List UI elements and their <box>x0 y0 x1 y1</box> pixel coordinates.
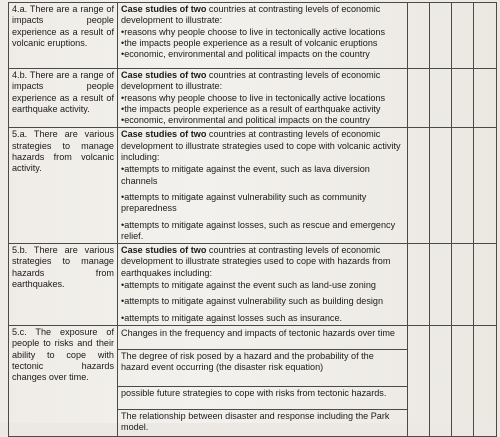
case-studies-bold: Case studies of two <box>121 245 207 256</box>
checklist-cell[interactable] <box>474 128 497 244</box>
content-subrow: Changes in the frequency and impacts of tectonic hazards over time <box>118 327 407 350</box>
bullet-list <box>121 27 404 61</box>
content-intro <box>121 245 404 279</box>
table-row <box>9 3 497 69</box>
content-subrow: possible future strategies to cope with risks from tectonic hazards. <box>118 387 407 410</box>
checklist-cell[interactable] <box>408 244 430 326</box>
checklist-cell[interactable] <box>452 69 474 128</box>
content-intro <box>121 129 404 163</box>
table-row <box>9 69 497 128</box>
bullet-list <box>121 280 404 324</box>
content-subrow: The relationship between disaster and response including the Park model. <box>121 410 390 433</box>
intro-text: countries at contrasting levels of economic development to illustrate: <box>121 70 381 92</box>
checklist-cell[interactable] <box>452 128 474 244</box>
checklist-cell[interactable] <box>408 128 430 244</box>
checklist-cell[interactable] <box>474 325 497 436</box>
specification-table <box>8 2 497 437</box>
content-cell <box>118 128 408 244</box>
checklist-cell[interactable] <box>430 3 452 69</box>
topic-cell: 5.b. There are various strategies to manage hazards from earthquakes. <box>9 244 118 326</box>
bullet-item: • attempts to mitigate against vulnerability such as building design <box>121 296 404 307</box>
intro-text: countries at contrasting levels of economic development to illustrate: <box>121 4 381 26</box>
intro-text: countries at contrasting levels of economic development to illustrate strategies used to cope with volcanic activity including: <box>121 129 401 163</box>
checklist-cell[interactable] <box>408 69 430 128</box>
bullet-item: • attempts to mitigate against losses such as insurance. <box>121 313 404 324</box>
topic-cell: 4.b. There are a range of impacts people experience as a result of earthquake activity. <box>9 69 118 128</box>
checklist-cell[interactable] <box>474 244 497 326</box>
checklist-cell[interactable] <box>474 3 497 69</box>
case-studies-bold: Case studies of two <box>121 4 207 14</box>
checklist-cell[interactable] <box>430 325 452 436</box>
content-cell <box>118 244 408 326</box>
bullet-item: • reasons why people choose to live in tectonically active locations <box>121 27 404 38</box>
table-row <box>9 325 497 436</box>
content-cell <box>118 325 408 436</box>
table-body <box>9 3 497 437</box>
checklist-cell[interactable] <box>430 128 452 244</box>
bullet-item: • attempts to mitigate against vulnerability such as community preparedness <box>121 192 404 215</box>
checklist-cell[interactable] <box>408 3 430 69</box>
bullet-item: • attempts to mitigate against the event such as land-use zoning <box>121 280 404 291</box>
bullet-item: • the impacts people experience as a result of volcanic eruptions <box>121 38 404 49</box>
checklist-cell[interactable] <box>430 69 452 128</box>
bullet-item: • attempts to mitigate against losses, such as rescue and emergency relief. <box>121 220 404 243</box>
bullet-item: • reasons why people choose to live in tectonically active locations <box>121 93 404 104</box>
bullet-item: • attempts to mitigate against the event, such as lava diversion channels <box>121 164 404 187</box>
table-row <box>9 128 497 244</box>
content-intro <box>121 4 404 27</box>
content-cell <box>118 3 408 69</box>
checklist-cell[interactable] <box>408 325 430 436</box>
case-studies-bold: Case studies of two <box>121 129 207 140</box>
checklist-cell[interactable] <box>452 3 474 69</box>
checklist-cell[interactable] <box>452 325 474 436</box>
table-row <box>9 244 497 326</box>
bullet-list <box>121 93 404 127</box>
topic-cell: 5.a. There are various strategies to manage hazards from volcanic activity. <box>9 128 118 244</box>
content-intro <box>121 70 404 93</box>
intro-text: countries at contrasting levels of economic development to illustrate strategies used to cope with hazards from earthquakes including: <box>121 245 391 278</box>
bullet-item: • economic, environmental and political impacts on the country <box>121 115 404 126</box>
case-studies-bold: Case studies of two <box>121 70 207 80</box>
bullet-list <box>121 164 404 242</box>
bullet-item: • the impacts people experience as a result of earthquake activity <box>121 104 404 115</box>
content-cell <box>118 69 408 128</box>
topic-cell: 4.a. There are a range of impacts people experience as a result of volcanic eruptions. <box>9 3 118 69</box>
content-subrow: The degree of risk posed by a hazard and the probability of the hazard event occurring (the disaster risk equation) <box>118 350 407 387</box>
bullet-item: • economic, environmental and political impacts on the country <box>121 49 404 60</box>
checklist-cell[interactable] <box>452 244 474 326</box>
topic-cell: 5.c. The exposure of people to risks and their ability to cope with tectonic hazards changes over time. <box>9 325 118 436</box>
checklist-cell[interactable] <box>474 69 497 128</box>
checklist-cell[interactable] <box>430 244 452 326</box>
